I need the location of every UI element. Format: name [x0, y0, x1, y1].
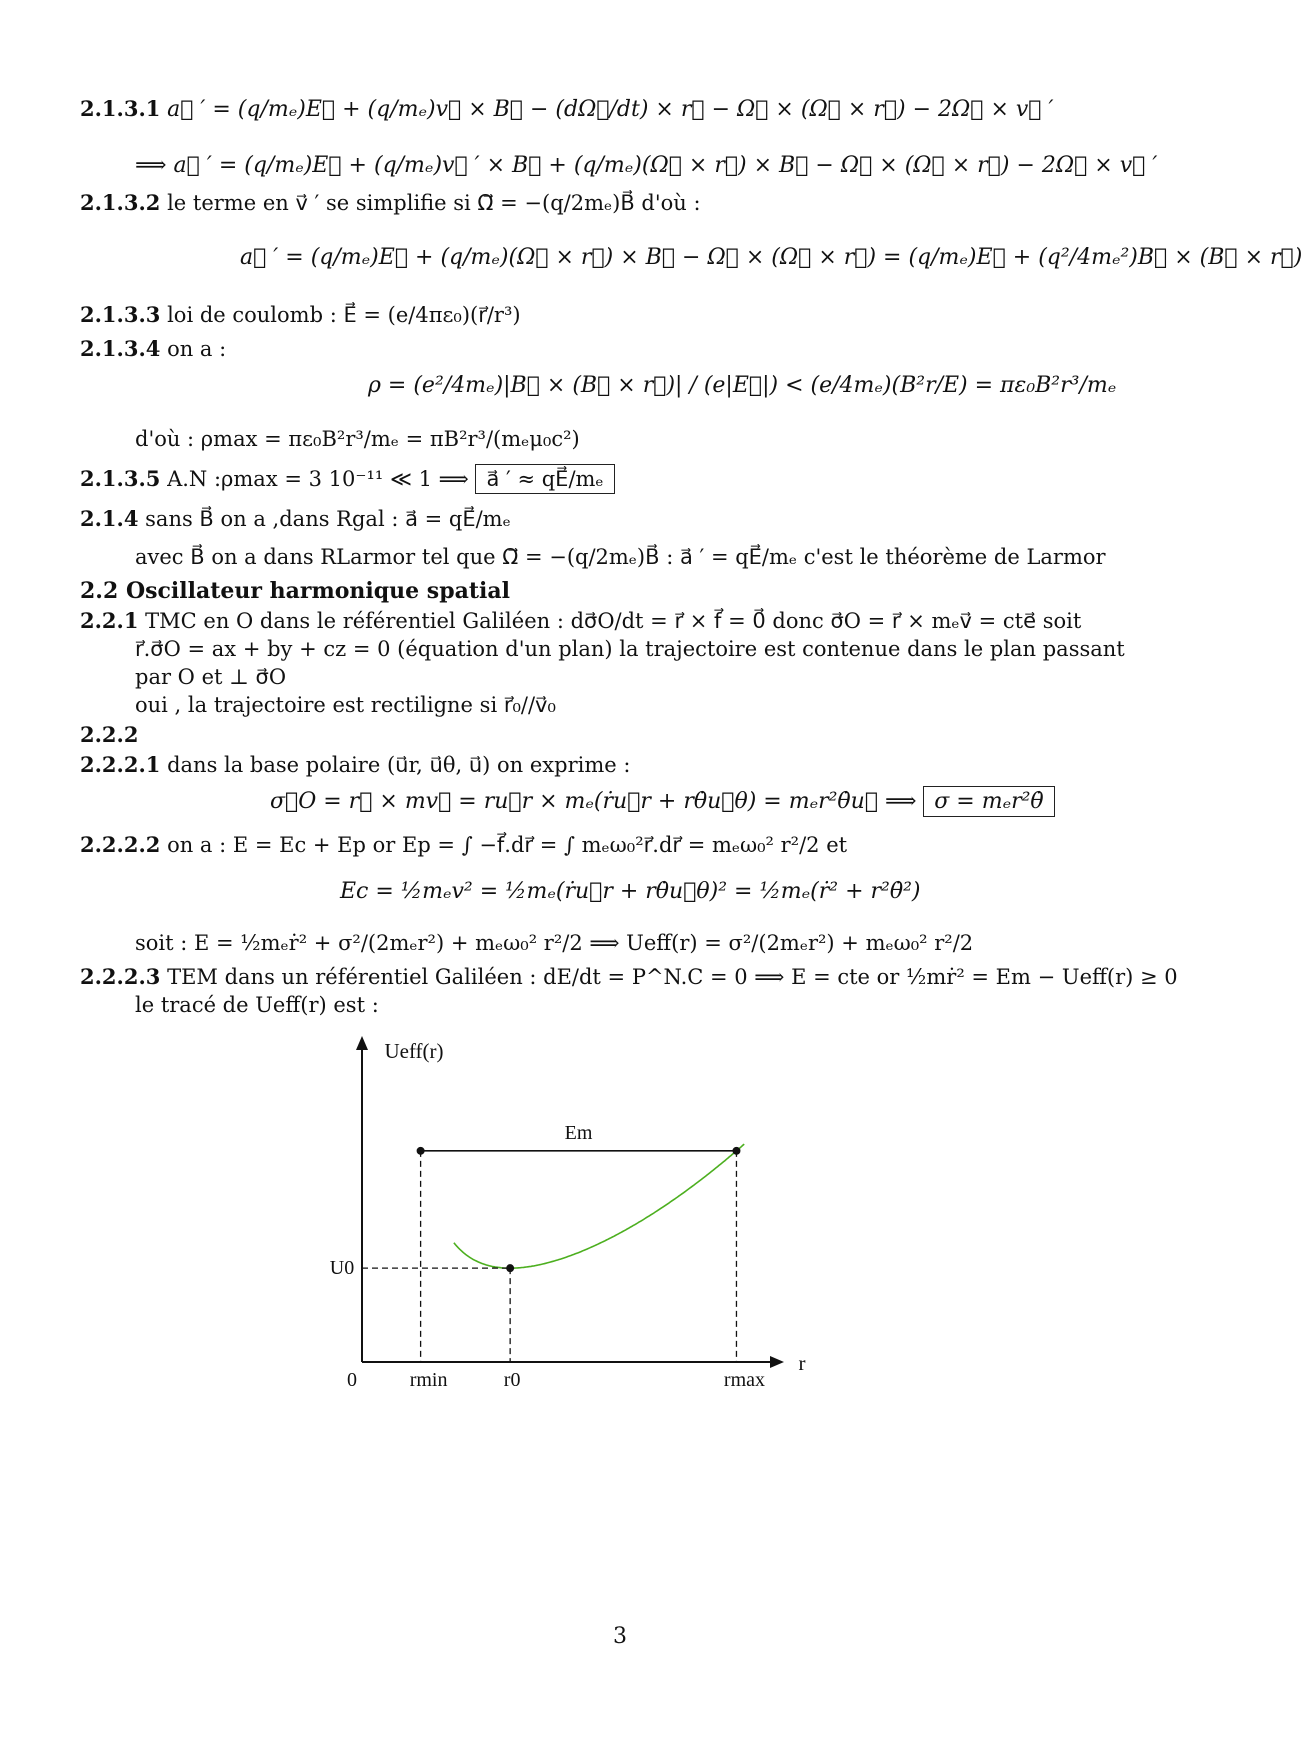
paragraph-text: TMC en O dans le référentiel Galiléen : dσ⃗O/dt = r⃗ × f⃗ = 0⃗ donc σ⃗O = r⃗ × mₑv⃗ = cte⃗ soit	[145, 609, 1082, 633]
para-221-l4: oui , la trajectoire est rectiligne si r⃗₀//v⃗₀	[135, 693, 556, 717]
boxed-result: σ = mₑr²θ̇	[923, 786, 1054, 817]
paragraph-text: loi de coulomb : E⃗ = (e/4πε₀)(r⃗/r³)	[167, 303, 521, 327]
paragraph-text: on a :	[167, 337, 227, 361]
para-221-l2: r⃗.σ⃗O = ax + by + cz = 0 (équation d'un plan) la trajectoire est contenue dans le plan passant	[135, 637, 1125, 661]
para-214-b: avec B⃗ on a dans RLarmor tel que Ω⃗ = −(q/2mₑ)B⃗ : a⃗ ′ = qE⃗/mₑ c'est le théorème de Larmor	[135, 545, 1106, 569]
equation: a⃗ ′ = (q/mₑ)E⃗ + (q/mₑ)v⃗ × B⃗ − (dΩ⃗/dt) × r⃗ − Ω⃗ × (Ω⃗ × r⃗) − 2Ω⃗ × v⃗ ′	[167, 97, 1054, 122]
y-axis-label: Ueff(r)	[384, 1039, 444, 1063]
paragraph-text: le terme en v⃗ ′ se simplifie si Ω⃗ = −(q/2mₑ)B⃗ d'où :	[167, 191, 701, 215]
para-214	[80, 506, 511, 532]
eq-2131-b	[135, 152, 1157, 180]
para-2134-dou: d'où : ρmax = πε₀B²r³/mₑ = πB²r³/(mₑμ₀c²)	[135, 427, 580, 451]
section-number: 2.1.3.3	[80, 302, 161, 327]
section-number: 2.1.3.2	[80, 190, 161, 215]
paragraph-text: on a : E = Ec + Ep or Ep = ∫ −f⃗.dr⃗ = ∫ mₑω₀²r⃗.dr⃗ = mₑω₀² r²/2 et	[167, 833, 848, 857]
x-axis-label: r	[798, 1351, 806, 1375]
eq-2132: a⃗ ′ = (q/mₑ)E⃗ + (q/mₑ)(Ω⃗ × r⃗) × B⃗ − Ω⃗ × (Ω⃗ × r⃗) = (q/mₑ)E⃗ + (q²/4mₑ²)B⃗ × (B⃗ × r⃗)	[240, 245, 1302, 270]
para-2135	[80, 466, 615, 492]
rmax-tick-label: rmax	[723, 1369, 766, 1391]
eq-2222: Ec = ½mₑv² = ½mₑ(ṙu⃗r + rθ̇u⃗θ)² = ½mₑ(ṙ² + r²θ̇²)	[340, 879, 921, 904]
paragraph-text: dans la base polaire (u⃗r, u⃗θ, u⃗) on exprime :	[167, 753, 631, 777]
paragraph-text: A.N :ρmax = 3 10⁻¹¹ ≪ 1 ⟹	[167, 467, 469, 491]
para-2223	[80, 964, 1178, 990]
ueff-curve	[454, 1144, 744, 1268]
page-number: 3	[613, 1624, 627, 1649]
para-2222-soit: soit : E = ½mₑṙ² + σ²/(2mₑr²) + mₑω₀² r²/2 ⟹ Ueff(r) = σ²/(2mₑr²) + mₑω₀² r²/2	[135, 931, 974, 955]
eq-2134: ρ = (e²/4mₑ)|B⃗ × (B⃗ × r⃗)| / (e|E⃗|) < (e/4mₑ)(B²r/E) = πε₀B²r³/mₑ	[368, 373, 1117, 398]
para-2223-b: le tracé de Ueff(r) est :	[135, 993, 379, 1017]
rmin-tick-label: rmin	[409, 1369, 448, 1391]
em-label: Em	[564, 1121, 593, 1144]
eq-2221	[270, 788, 1055, 816]
section-number: 2.1.3.1	[80, 96, 161, 121]
equation: ⟹ a⃗ ′ = (q/mₑ)E⃗ + (q/mₑ)v⃗ ′ × B⃗ + (q/mₑ)(Ω⃗ × r⃗) × B⃗ − Ω⃗ × (Ω⃗ × r⃗) − 2Ω⃗ × v⃗ ′	[135, 153, 1158, 178]
para-2222	[80, 832, 847, 858]
section-number: 2.2.2.3	[80, 964, 161, 989]
para-2221	[80, 752, 630, 778]
r0-tick-label: r0	[503, 1369, 521, 1391]
origin-label: 0	[347, 1369, 357, 1391]
x-axis-arrow	[770, 1356, 784, 1368]
section-number: 2.2.1	[80, 608, 139, 633]
u0-tick-label: U0	[329, 1257, 355, 1280]
section-number: 2.1.4	[80, 506, 139, 531]
section-title: Oscillateur harmonique spatial	[125, 578, 510, 604]
boxed-result: a⃗ ′ ≈ qE⃗/mₑ	[475, 464, 614, 494]
paragraph-text: TEM dans un référentiel Galiléen : dE/dt = P^N.C = 0 ⟹ E = cte or ½mṙ² = Em − Ueff(r) ≥ 0	[167, 965, 1178, 989]
ueff-chart	[320, 1030, 806, 1400]
para-2132	[80, 190, 701, 216]
section-number: 2.1.3.5	[80, 466, 161, 491]
paragraph-text: sans B⃗ on a ,dans Rgal : a⃗ = qE⃗/mₑ	[145, 507, 511, 531]
section-number: 2.2.2.2	[80, 832, 161, 857]
section-number: 2.2	[80, 578, 119, 604]
para-221	[80, 608, 1081, 634]
eq-2131	[80, 96, 1054, 124]
section-heading-222: 2.2.2	[80, 722, 139, 747]
equation: σ⃗O = r⃗ × mv⃗ = ru⃗r × mₑ(ṙu⃗r + rθ̇u⃗θ) = mₑr²θ̇u⃗ ⟹	[270, 789, 917, 814]
section-number: 2.1.3.4	[80, 336, 161, 361]
para-2134	[80, 336, 226, 362]
para-2133	[80, 302, 521, 328]
section-number: 2.2.2.1	[80, 752, 161, 777]
para-221-l3: par O et ⊥ σ⃗O	[135, 665, 287, 689]
section-heading-22	[80, 578, 510, 604]
y-axis-arrow	[356, 1036, 368, 1050]
